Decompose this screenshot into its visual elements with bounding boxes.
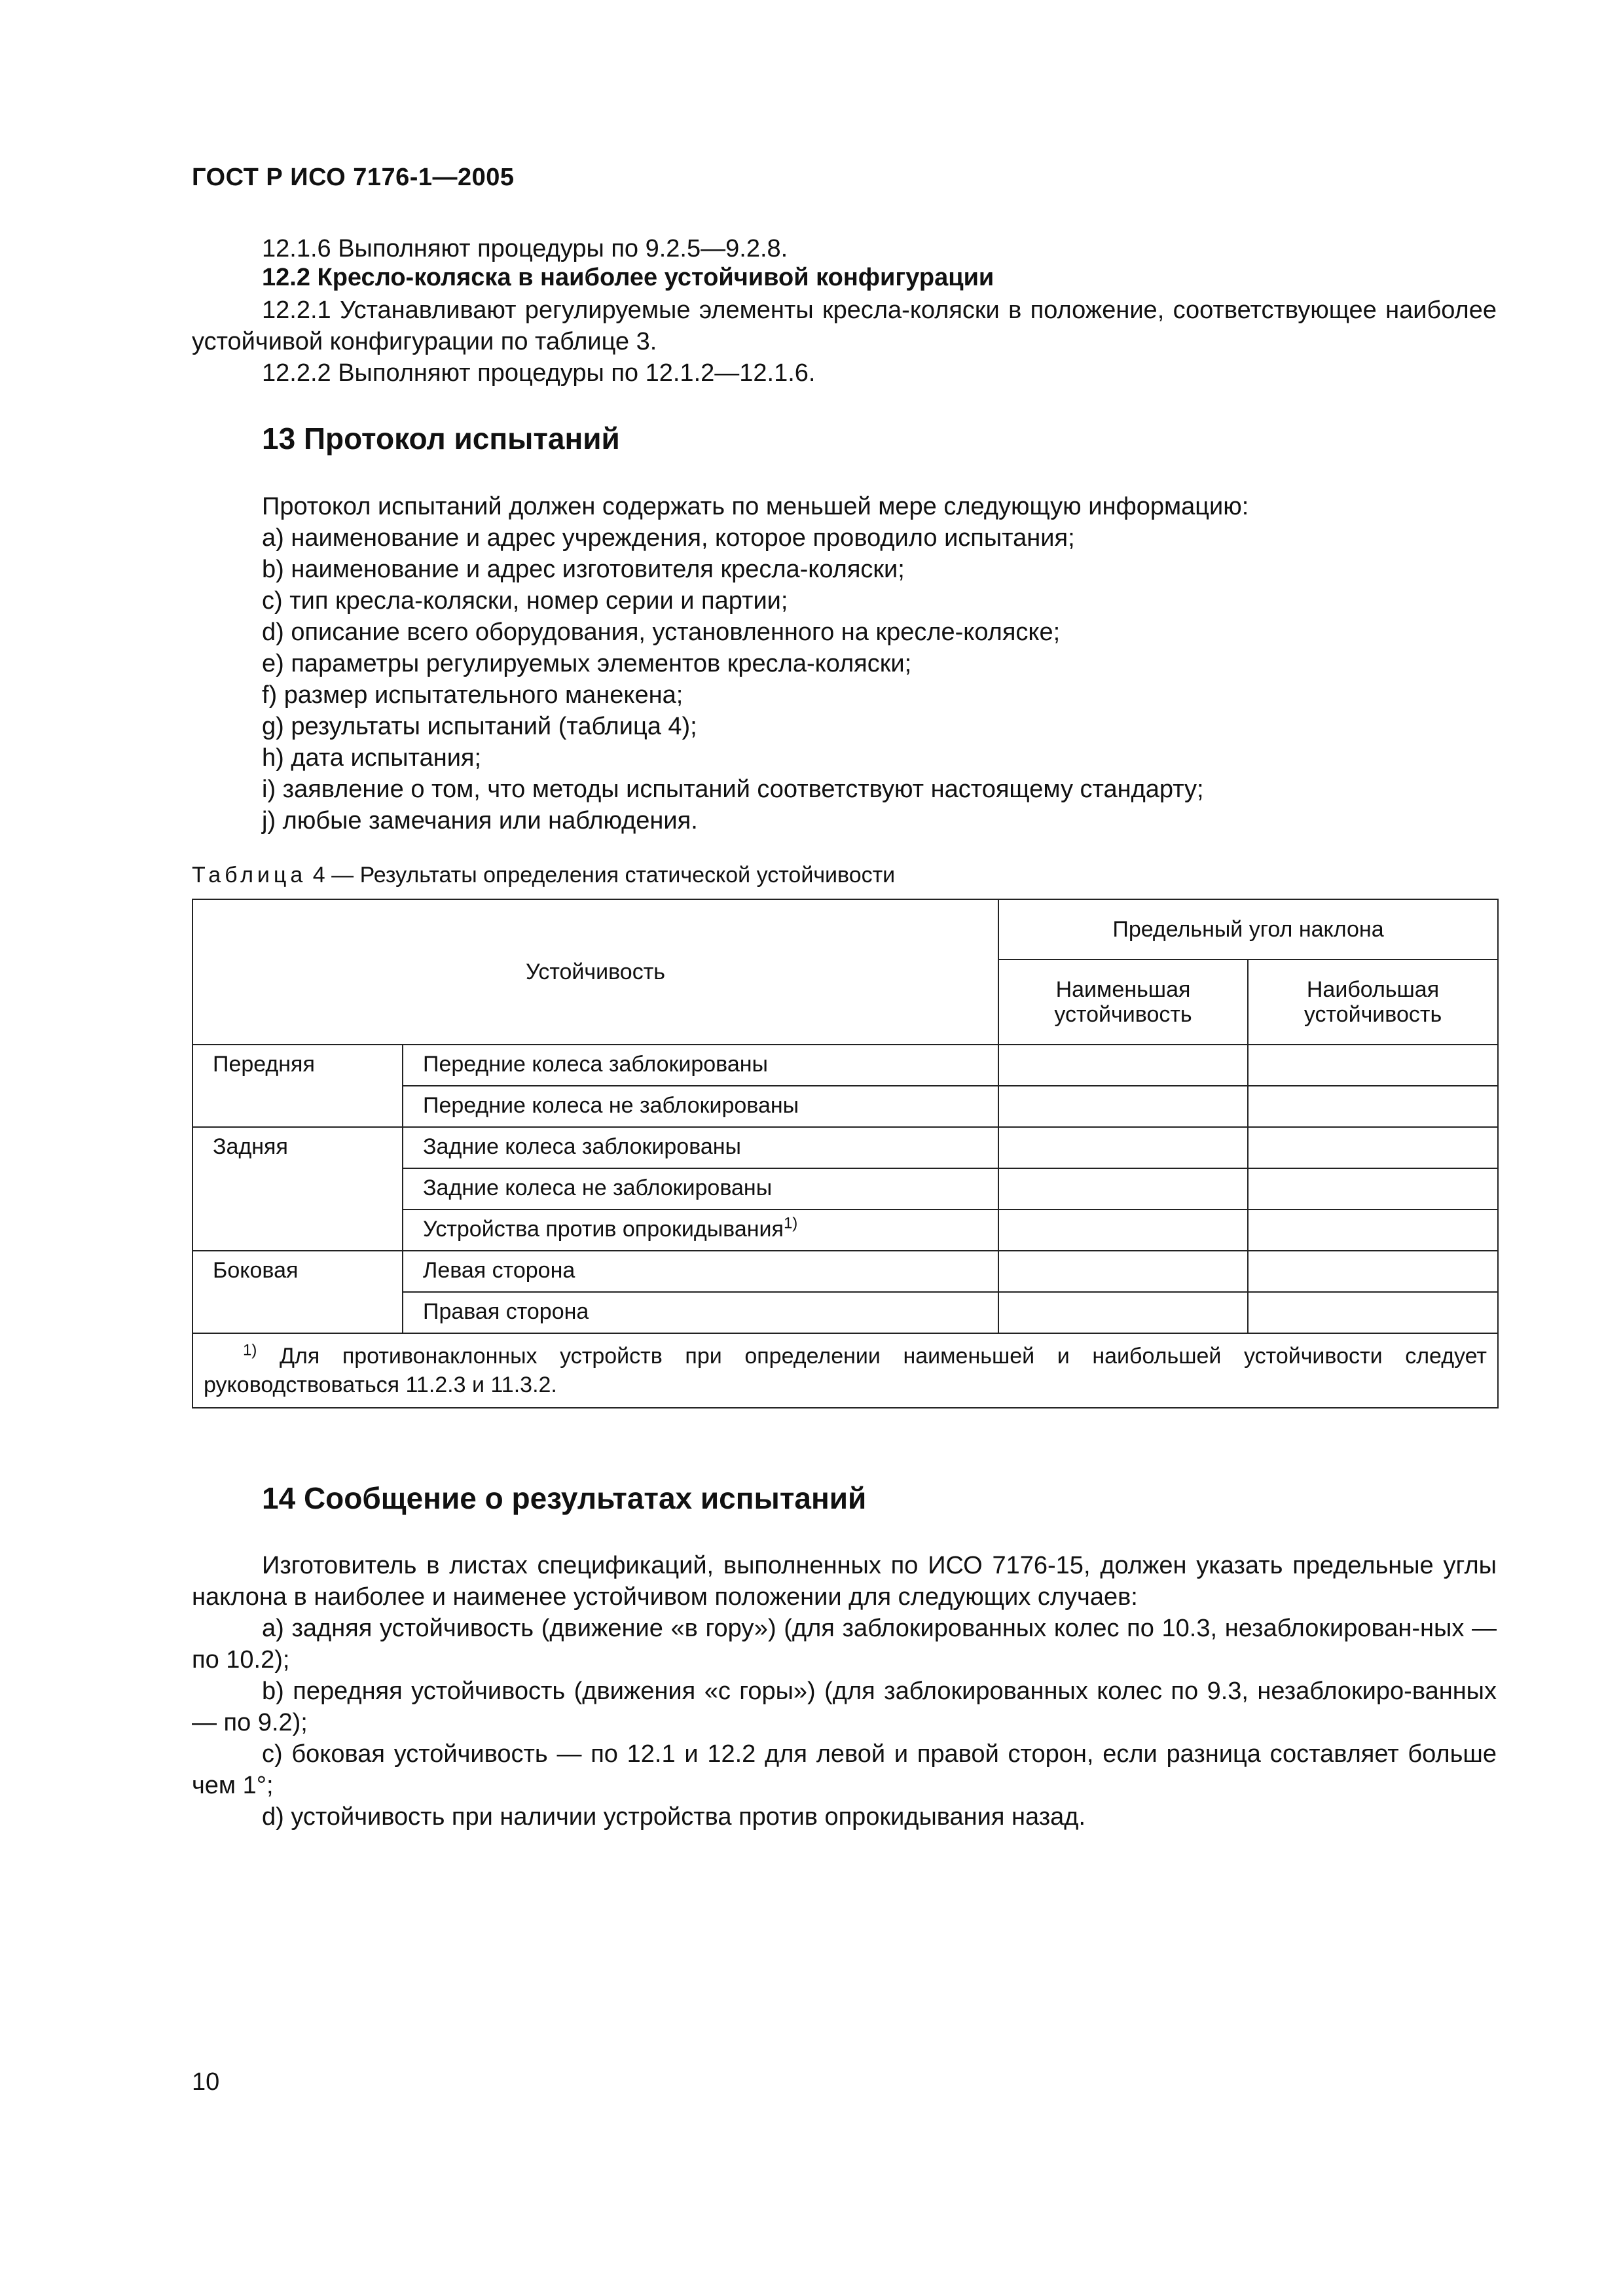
- list-item: a) задняя устойчивость (движение «в гору») (для заблокированных колес по 10.3, незаблокирован-ных — по 10.2);: [192, 1615, 1497, 1674]
- cell-least-value: [998, 1168, 1248, 1210]
- section-13-intro: Протокол испытаний должен содержать по меньшей мере следующую информацию:: [262, 493, 1249, 520]
- table-caption-label: Таблица: [192, 863, 307, 888]
- row-group-label: Передняя: [192, 1045, 403, 1127]
- table-caption: [192, 863, 895, 888]
- list-item: f) размер испытательного манекена;: [262, 681, 684, 709]
- section-13-title: 13 Протокол испытаний: [262, 422, 620, 456]
- table-header-row: [192, 899, 1498, 960]
- clause-12-1-6: 12.1.6 Выполняют процедуры по 9.2.5—9.2.8.: [262, 235, 788, 262]
- row-condition: Передние колеса заблокированы: [403, 1045, 998, 1086]
- cell-least-value: [998, 1292, 1248, 1333]
- list-item: h) дата испытания;: [262, 744, 482, 772]
- cell-most-value: [1248, 1127, 1498, 1168]
- table-row: [192, 1251, 1498, 1292]
- row-condition: Левая сторона: [403, 1251, 998, 1292]
- cell-most-value: [1248, 1045, 1498, 1086]
- cell-least-value: [998, 1086, 1248, 1127]
- header-stability: Устойчивость: [192, 899, 998, 1045]
- list-item: c) тип кресла-коляски, номер серии и партии;: [262, 587, 788, 615]
- header-most-stability: Наибольшая устойчивость: [1248, 960, 1498, 1045]
- header-least-stability: Наименьшая устойчивость: [998, 960, 1248, 1045]
- row-condition: Передние колеса не заблокированы: [403, 1086, 998, 1127]
- cell-least-value: [998, 1127, 1248, 1168]
- cell-most-value: [1248, 1168, 1498, 1210]
- section-14-title: 14 Сообщение о результатах испытаний: [262, 1481, 867, 1515]
- cell-most-value: [1248, 1251, 1498, 1292]
- section-14-intro: Изготовитель в листах спецификаций, выполненных по ИСО 7176-15, должен указать предельные углы наклона в наиболее и наименее устойчивом положении для следующих случаев:: [192, 1552, 1497, 1611]
- clause-12-2-title: 12.2 Кресло-коляска в наиболее устойчивой конфигурации: [262, 264, 994, 291]
- row-group-label: Боковая: [192, 1251, 403, 1333]
- header-limit-angle: Предельный угол наклона: [998, 899, 1498, 960]
- cell-most-value: [1248, 1292, 1498, 1333]
- footnote-ref: 1): [783, 1214, 798, 1232]
- footnote-mark: 1): [243, 1341, 257, 1359]
- list-item: j) любые замечания или наблюдения.: [262, 807, 698, 834]
- list-item: a) наименование и адрес учреждения, которое проводило испытания;: [262, 524, 1075, 552]
- cell-least-value: [998, 1210, 1248, 1251]
- row-condition: Правая сторона: [403, 1292, 998, 1333]
- list-item: d) описание всего оборудования, установленного на кресле-коляске;: [262, 619, 1061, 646]
- list-item: d) устойчивость при наличии устройства против опрокидывания назад.: [262, 1803, 1086, 1831]
- clause-12-2-2: 12.2.2 Выполняют процедуры по 12.1.2—12.1.6.: [262, 359, 816, 387]
- table-footnote: [192, 1333, 1498, 1408]
- row-condition: Задние колеса заблокированы: [403, 1127, 998, 1168]
- stability-results-table: [192, 899, 1499, 1408]
- document-header: ГОСТ Р ИСО 7176-1—2005: [192, 164, 515, 191]
- cell-most-value: [1248, 1210, 1498, 1251]
- cell-least-value: [998, 1045, 1248, 1086]
- row-condition-text: Устройства против опрокидывания: [423, 1217, 784, 1242]
- row-condition: Задние колеса не заблокированы: [403, 1168, 998, 1210]
- clause-12-2-1: 12.2.1 Устанавливают регулируемые элементы кресла-коляски в положение, соответствующее наиболее устойчивой конфигурации по таблице 3.: [192, 296, 1497, 355]
- table-row: [192, 1127, 1498, 1168]
- table-row: [192, 1045, 1498, 1086]
- cell-most-value: [1248, 1086, 1498, 1127]
- list-item: b) наименование и адрес изготовителя кресла-коляски;: [262, 556, 905, 583]
- list-item: c) боковая устойчивость — по 12.1 и 12.2 для левой и правой сторон, если разница составляет больше чем 1°;: [192, 1740, 1497, 1799]
- list-item: b) передняя устойчивость (движения «с горы») (для заблокированных колес по 9.3, незаблокиро-ванных — по 9.2);: [192, 1677, 1497, 1736]
- cell-least-value: [998, 1251, 1248, 1292]
- list-item: i) заявление о том, что методы испытаний соответствуют настоящему стандарту;: [262, 776, 1204, 803]
- row-condition: [403, 1210, 998, 1251]
- page-number: 10: [192, 2068, 220, 2096]
- table-footnote-row: [192, 1333, 1498, 1408]
- table-caption-text: 4 — Результаты определения статической устойчивости: [312, 863, 896, 888]
- list-item: g) результаты испытаний (таблица 4);: [262, 713, 697, 740]
- footnote-text: Для противонаклонных устройств при определении наименьшей и наибольшей устойчивости следует руководствоваться 11.2.3 и 11.3.2.: [204, 1344, 1487, 1397]
- list-item: e) параметры регулируемых элементов кресла-коляски;: [262, 650, 912, 677]
- row-group-label: Задняя: [192, 1127, 403, 1251]
